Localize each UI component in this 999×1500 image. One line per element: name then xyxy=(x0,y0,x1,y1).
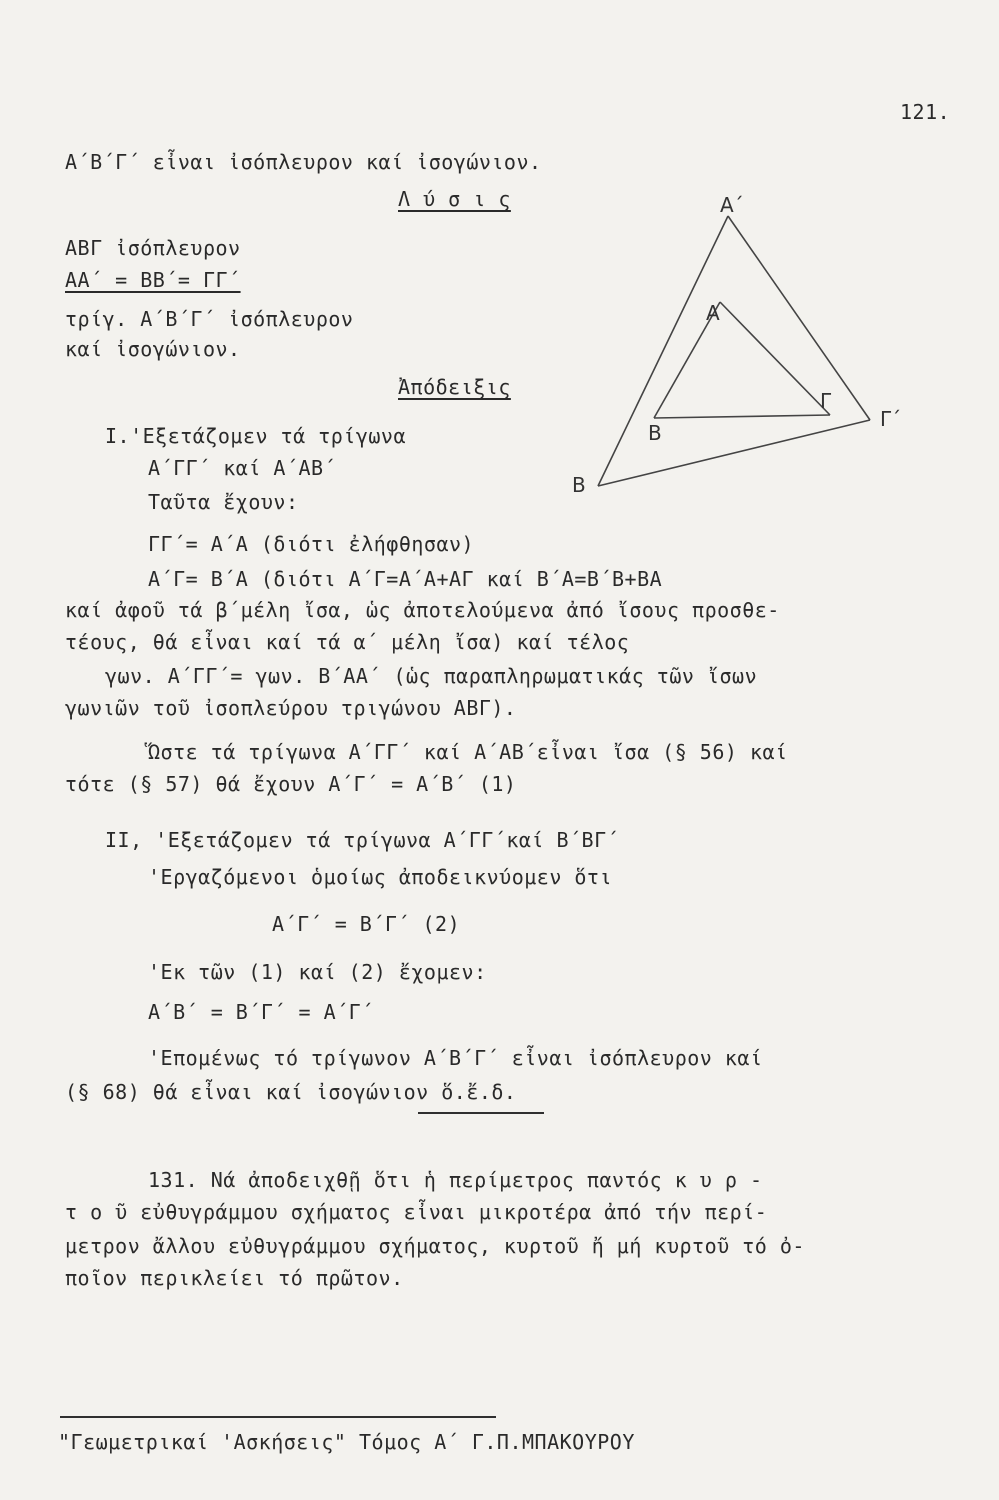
line-b1-a1 xyxy=(598,216,728,486)
heading-lysis: Λ ύ σ ι ς xyxy=(398,187,511,211)
text-line-2: ΑΒΓ ἰσόπλευρον xyxy=(65,236,241,260)
footer-rule xyxy=(60,1416,496,1418)
text-line-7: Α΄ΓΓ΄ καί Α΄ΑΒ΄ xyxy=(148,456,337,480)
problem-131-line-2: τ ο ῦ εὐθυγράμμου σχήματος εἶναι μικροτέρα ἀπό τήν περί- xyxy=(65,1200,768,1224)
label-a-prime: Α΄ xyxy=(720,193,744,217)
problem-131-line-3: μετρον ἄλλου εὐθυγράμμου σχήματος, κυρτοῦ ἤ μή κυρτοῦ τό ὀ- xyxy=(65,1234,805,1258)
text-line-1: Α΄Β΄Γ΄ εἶναι ἰσόπλευρον καί ἰσογώνιον. xyxy=(65,150,542,174)
text-line-12: τέους, θά εἶναι καί τά α΄ μέλη ἴσα) καί τέλος xyxy=(65,630,630,654)
page-number: 121. xyxy=(900,100,951,124)
text-line-13: γων. Α΄ΓΓ΄= γων. Β΄ΑΑ΄ (ὡς παραπληρωματικάς τῶν ἴσων xyxy=(105,664,758,688)
text-line-23: (§ 68) θά εἶναι καί ἰσογώνιον ὅ.ἔ.δ. xyxy=(65,1080,517,1104)
line-a-g xyxy=(720,302,830,415)
separator-rule xyxy=(418,1112,544,1114)
text-line-22: 'Επομένως τό τρίγωνον Α΄Β΄Γ΄ εἶναι ἰσόπλευρον καί xyxy=(148,1046,763,1070)
text-line-9: ΓΓ΄= Α΄Α (διότι ἐλήφθησαν) xyxy=(148,532,475,556)
text-line-15: Ὥστε τά τρίγωνα Α΄ΓΓ΄ καί Α΄ΑΒ΄εἶναι ἴσα (§ 56) καί xyxy=(148,740,788,764)
problem-131-line-4: ποῖον περικλείει τό πρῶτον. xyxy=(65,1266,404,1290)
label-g: Γ xyxy=(820,389,832,413)
label-g-prime: Γ΄ xyxy=(880,407,902,431)
footer-citation: "Γεωμετρικαί 'Ασκήσεις" Τόμος Α΄ Γ.Π.ΜΠΑΚΟΥΡΟΥ xyxy=(58,1430,635,1454)
text-line-10: Α΄Γ= Β΄Α (διότι Α΄Γ=Α΄Α+ΑΓ καί Β΄Α=Β΄Β+ΒΑ xyxy=(148,567,663,591)
text-line-3: ΑΑ΄ = ΒΒ΄= ΓΓ΄ xyxy=(65,268,241,292)
text-line-19: Α΄Γ΄ = Β΄Γ΄ (2) xyxy=(272,912,461,936)
text-line-5: καί ἰσογώνιον. xyxy=(65,337,241,361)
text-line-11: καί ἀφοῦ τά β΄μέλη ἴσα, ὡς ἀποτελούμενα ἀπό ἴσους προσθε- xyxy=(65,598,780,622)
label-b-inner: Β xyxy=(648,421,662,445)
text-line-6: I.'Εξετάζομεν τά τρίγωνα xyxy=(105,424,406,448)
line-a1-g1 xyxy=(728,216,870,420)
text-line-16: τότε (§ 57) θά ἔχουν Α΄Γ΄ = Α΄Β΄ (1) xyxy=(65,772,517,796)
line-g-b xyxy=(654,415,830,418)
problem-131-line-1: 131. Νά ἀποδειχθῇ ὅτι ἡ περίμετρος παντός κ υ ρ - xyxy=(148,1168,763,1192)
text-line-21: Α΄Β΄ = Β΄Γ΄ = Α΄Γ΄ xyxy=(148,1000,374,1024)
text-line-14: γωνιῶν τοῦ ἰσοπλεύρου τριγώνου ΑΒΓ). xyxy=(65,696,517,720)
text-line-20: 'Εκ τῶν (1) καί (2) ἔχομεν: xyxy=(148,960,487,984)
label-b: Β xyxy=(572,473,586,497)
text-line-18: 'Εργαζόμενοι ὁμοίως ἀποδεικνύομεν ὅτι xyxy=(148,865,613,889)
label-a: Α xyxy=(706,301,720,325)
line-g1-b1 xyxy=(598,420,870,486)
text-line-8: Ταῦτα ἔχουν: xyxy=(148,490,299,514)
text-line-4: τρίγ. Α΄Β΄Γ΄ ἰσόπλευρον xyxy=(65,307,354,331)
triangle-figure xyxy=(570,190,920,510)
heading-apodeixis: Ἀπόδειξις xyxy=(398,375,511,399)
text-line-17: II, 'Εξετάζομεν τά τρίγωνα Α΄ΓΓ΄καί Β΄ΒΓ΄ xyxy=(105,828,620,852)
